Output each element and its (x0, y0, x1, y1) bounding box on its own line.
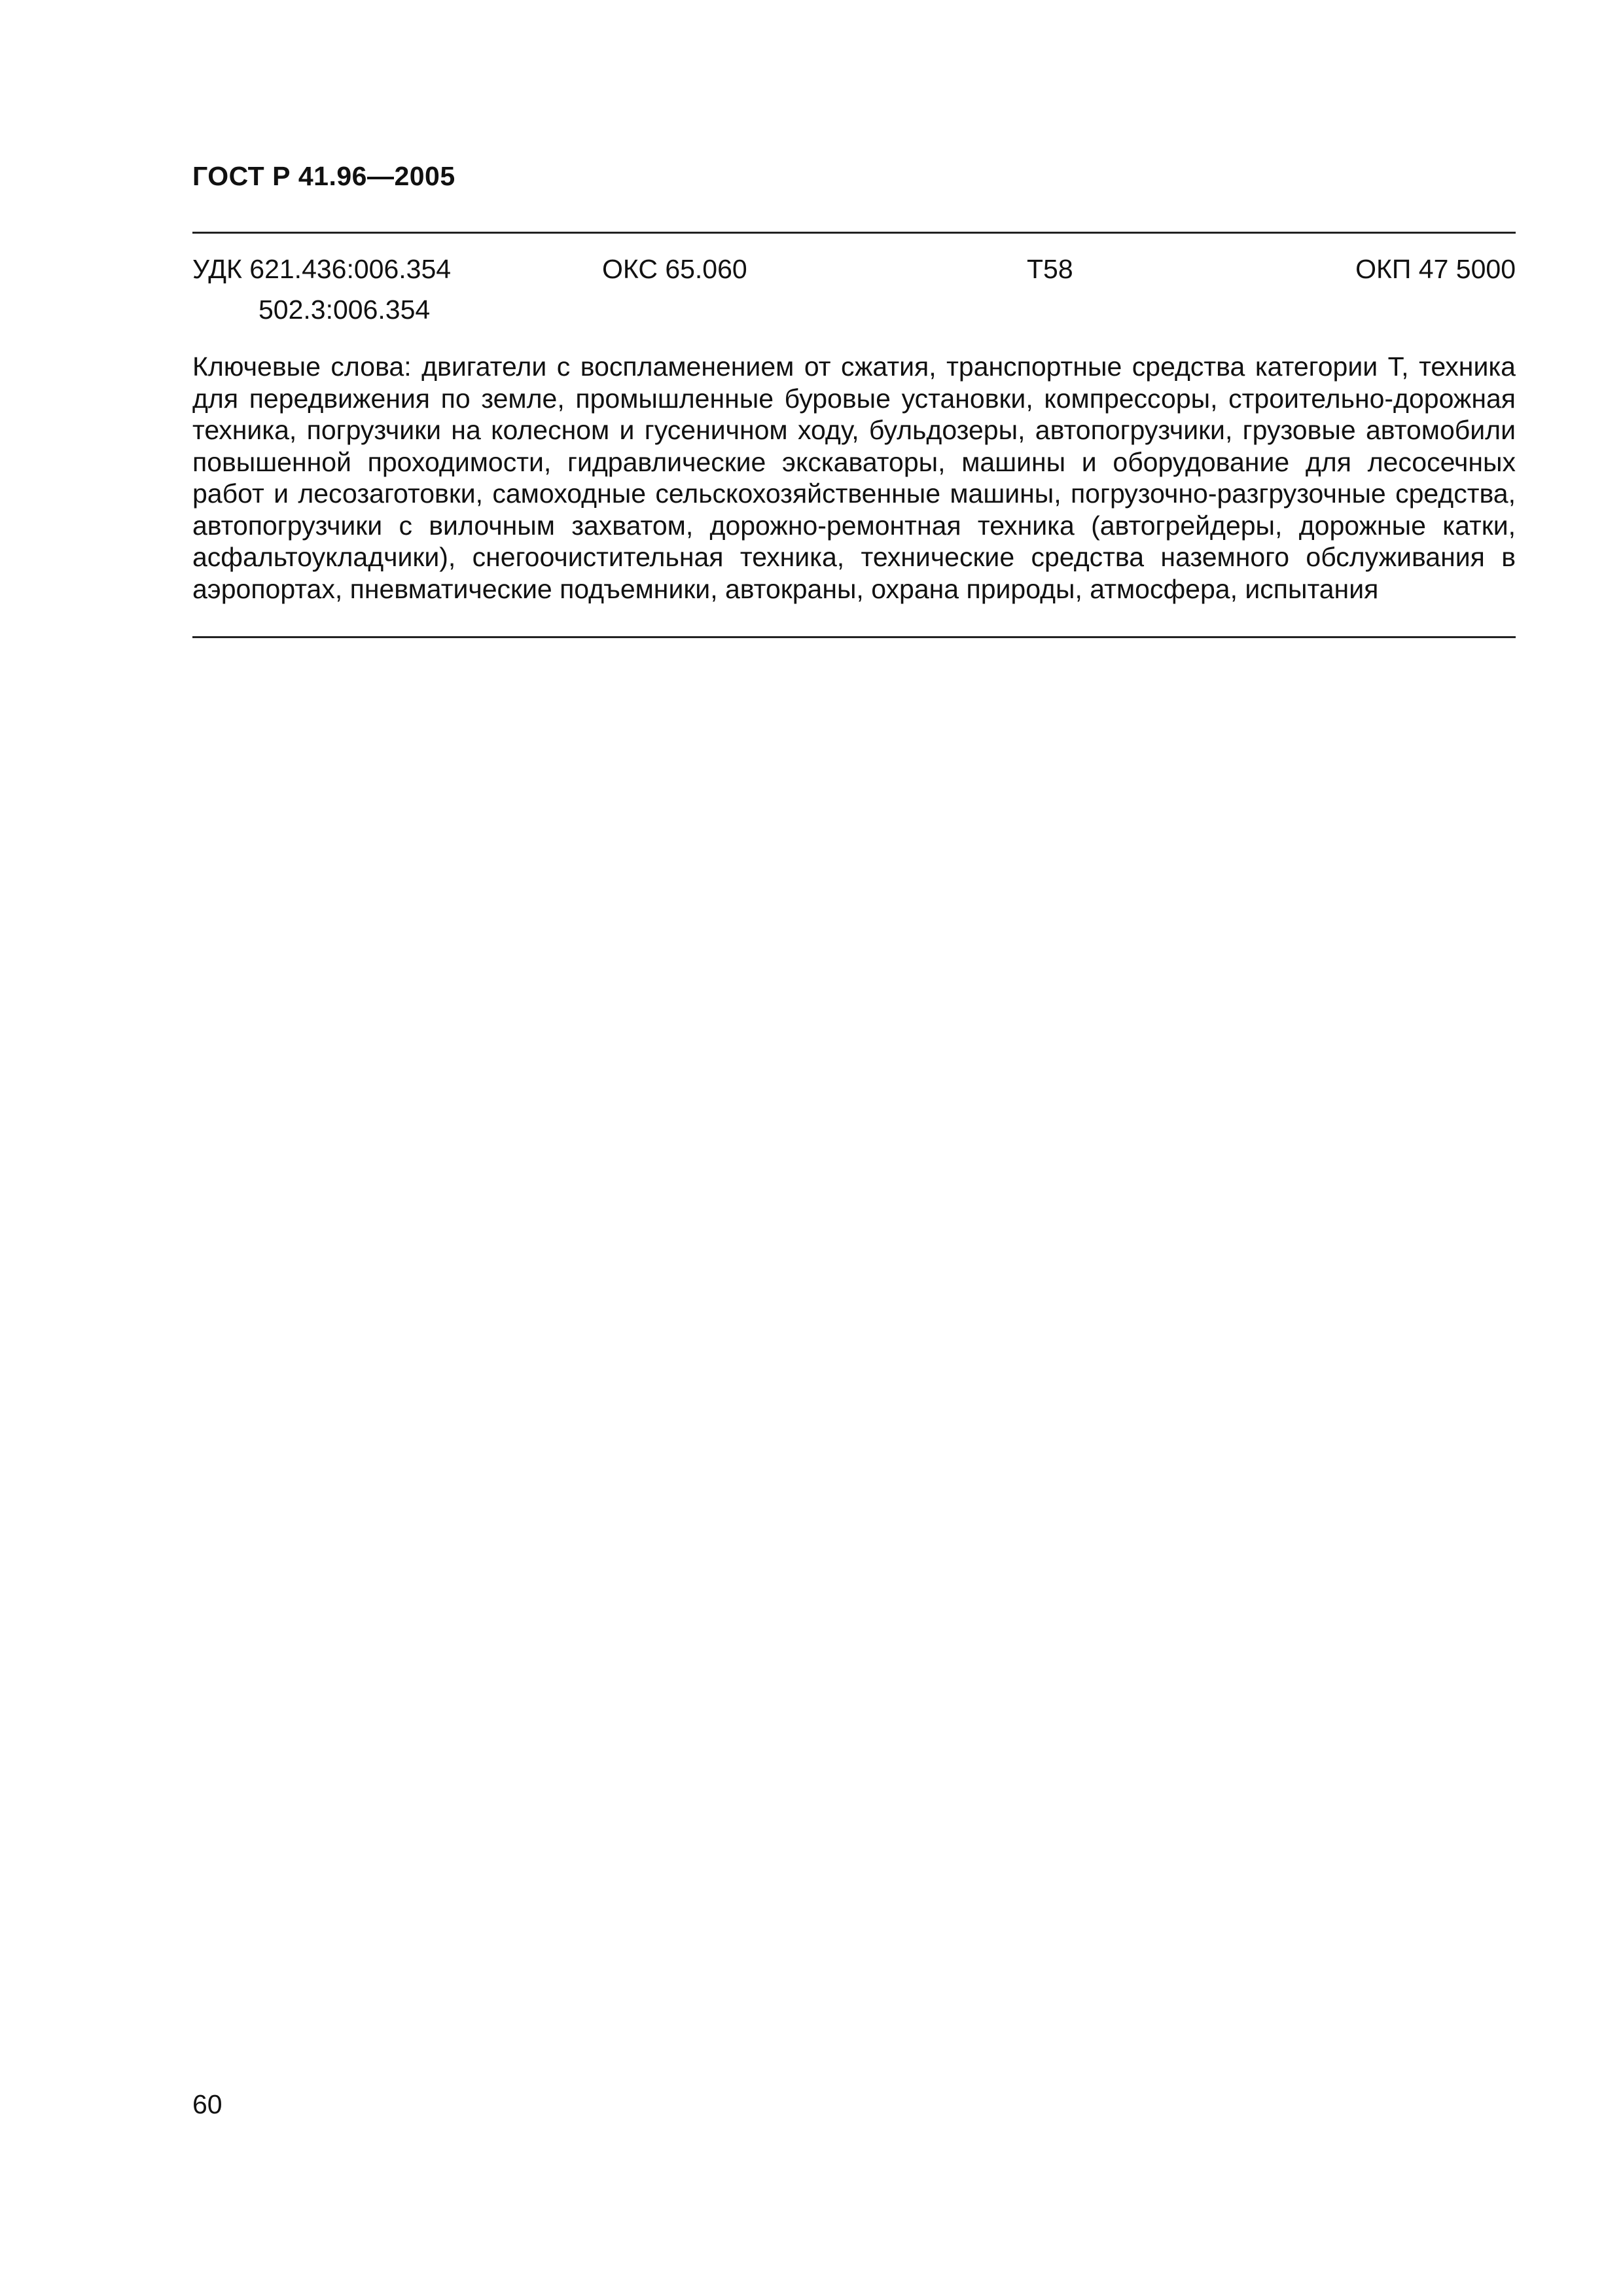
udk-code (192, 249, 451, 330)
okp-code: ОКП 47 5000 (1355, 254, 1516, 284)
group-code: Т58 (1027, 254, 1073, 284)
top-divider (192, 232, 1516, 234)
page-number: 60 (192, 2089, 223, 2119)
oks-code: ОКС 65.060 (602, 254, 747, 284)
bottom-divider (192, 636, 1516, 638)
keywords-paragraph: Ключевые слова: двигатели с воспламенением от сжатия, транспортные средства категории Т, техника для передвижения по земле, промышленные буровые установки, компрессоры, строительно-дорожная техника, погрузчики на колесном и гусеничном ходу, бульдозеры, автопогрузчики, грузовые автомобили повышенной проходимости, гидравлические экскаваторы, машины и оборудование для лесосечных работ и лесозаготовки, самоходные сельскохозяйственные машины, погрузочно-разгрузочные средства, автопогрузчики с вилочным захватом, дорожно-ремонтная техника (автогрейдеры, дорожные катки, асфальтоукладчики), снегоочистительная техника, технические средства наземного обслуживания в аэропортах, пневматические подъемники, автокраны, охрана природы, атмосфера, испытания (192, 351, 1516, 604)
udk-label: УДК (192, 254, 242, 284)
udk-value-2: 502.3:006.354 (259, 295, 431, 325)
page-title: ГОСТ Р 41.96—2005 (192, 161, 455, 191)
udk-value-1: 621.436:006.354 (249, 254, 452, 284)
